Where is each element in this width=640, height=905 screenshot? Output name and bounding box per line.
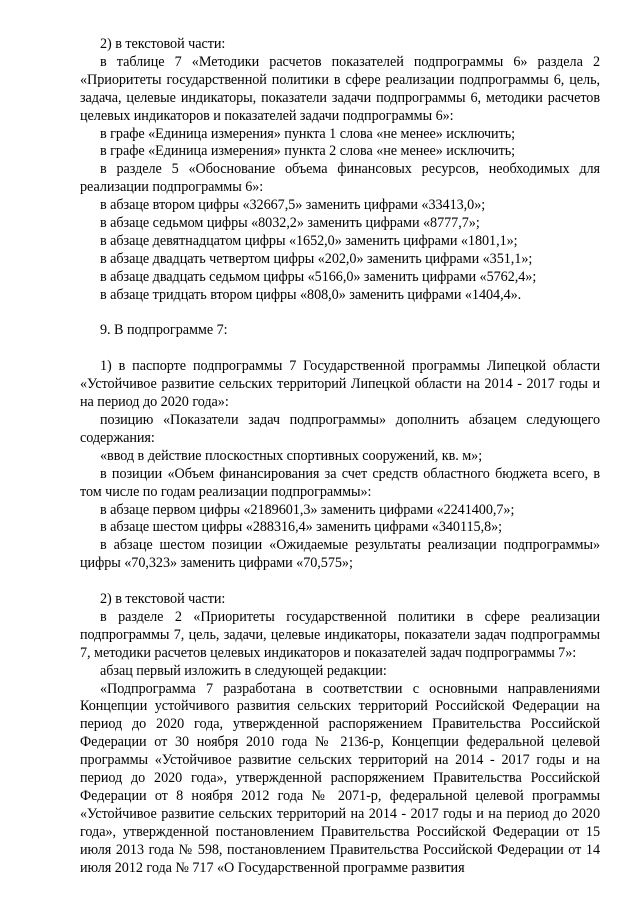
paragraph: в позиции «Объем финансирования за счет средств областного бюджета всего, в том числе по годам реализации подпрограммы»: [80, 465, 600, 500]
document-page [80, 36, 600, 878]
paragraph: 2) в текстовой части: [100, 36, 226, 52]
paragraph: 2) в текстовой части: [100, 591, 226, 608]
paragraph: в графе «Единица измерения» пункта 2 слова «не менее» исключить; [100, 143, 516, 160]
paragraph: в абзаце девятнадцатом цифры «1652,0» заменить цифрами «1801,1»; [100, 232, 518, 249]
paragraph: в графе «Единица измерения» пункта 1 слова «не менее» исключить; [100, 125, 516, 142]
paragraph: в абзаце тридцать втором цифры «808,0» заменить цифрами «1404,4». [100, 286, 522, 303]
paragraph: в абзаце двадцать четвертом цифры «202,0» заменить цифрами «351,1»; [100, 250, 533, 267]
paragraph: в разделе 5 «Обоснование объема финансовых ресурсов, необходимых для реализации подпрограммы 6»: [80, 161, 600, 196]
paragraph: «ввод в действие плоскостных спортивных сооружений, кв. м»; [100, 447, 483, 464]
paragraph: в таблице 7 «Методики расчетов показателей подпрограммы 6» раздела 2 «Приоритеты государственной политики в сфере реализации подпрограммы 6, цель, задача, целевые индикаторы, показатели задачи подпрограммы 6, методики расчетов целевых индикаторов и показателей задачи подпрограммы 6»: [80, 53, 600, 124]
paragraph: позицию «Показатели задач подпрограммы» дополнить абзацем следующего содержания: [80, 412, 600, 446]
paragraph: абзац первый изложить в следующей редакции: [100, 662, 387, 679]
paragraph: в абзаце шестом позиции «Ожидаемые результаты реализации подпрограммы» цифры «70,323» заменить цифрами «70,575»; [80, 537, 600, 572]
paragraph: в абзаце первом цифры «2189601,3» заменить цифрами «2241400,7»; [100, 501, 515, 518]
paragraph: 1) в паспорте подпрограммы 7 Государственной программы Липецкой области «Устойчивое развитие сельских территорий Липецкой области на 2014 - 2017 годы и на период до 2020 года»: [80, 358, 600, 411]
paragraph: в абзаце шестом цифры «288316,4» заменить цифрами «340115,8»; [100, 519, 503, 536]
paragraph: в абзаце седьмом цифры «8032,2» заменить цифрами «8777,7»; [100, 215, 480, 232]
section-heading: 9. В подпрограмме 7: [100, 322, 228, 339]
paragraph: «Подпрограмма 7 разработана в соответствии с основными направлениями Концепции устойчивого развития сельских территорий Российской Федерации на период до 2020 года, утвержденной распоряжением Правительства Российской Федерации от 30 ноября 2010 года № 2136-р, Концепции федеральной целевой программы «Устойчивое развитие сельских территорий на 2014 - 2017 годы и на период до 2020 года», утвержденной распоряжением Правительства Российской Федерации от 8 ноября 2012 года № 2071-р, федеральной целевой программы «Устойчивое развитие сельских территорий на 2014 - 2017 годы и на период до 2020 года», утвержденной постановлением Правительства Российской Федерации от 15 июля 2013 года № 598, постановлением Правительства Российской Федерации от 14 июля 2012 года № 717 «О Государственной программе развития [80, 680, 600, 876]
paragraph: в разделе 2 «Приоритеты государственной политики в сфере реализации подпрограммы 7, цель, задачи, целевые индикаторы, показатели задач подпрограммы 7, методики расчетов целевых индикаторов и показателей задач подпрограммы 7»: [80, 608, 600, 661]
paragraph: в абзаце двадцать седьмом цифры «5166,0» заменить цифрами «5762,4»; [100, 268, 537, 285]
paragraph: в абзаце втором цифры «32667,5» заменить цифрами «33413,0»; [100, 197, 486, 214]
